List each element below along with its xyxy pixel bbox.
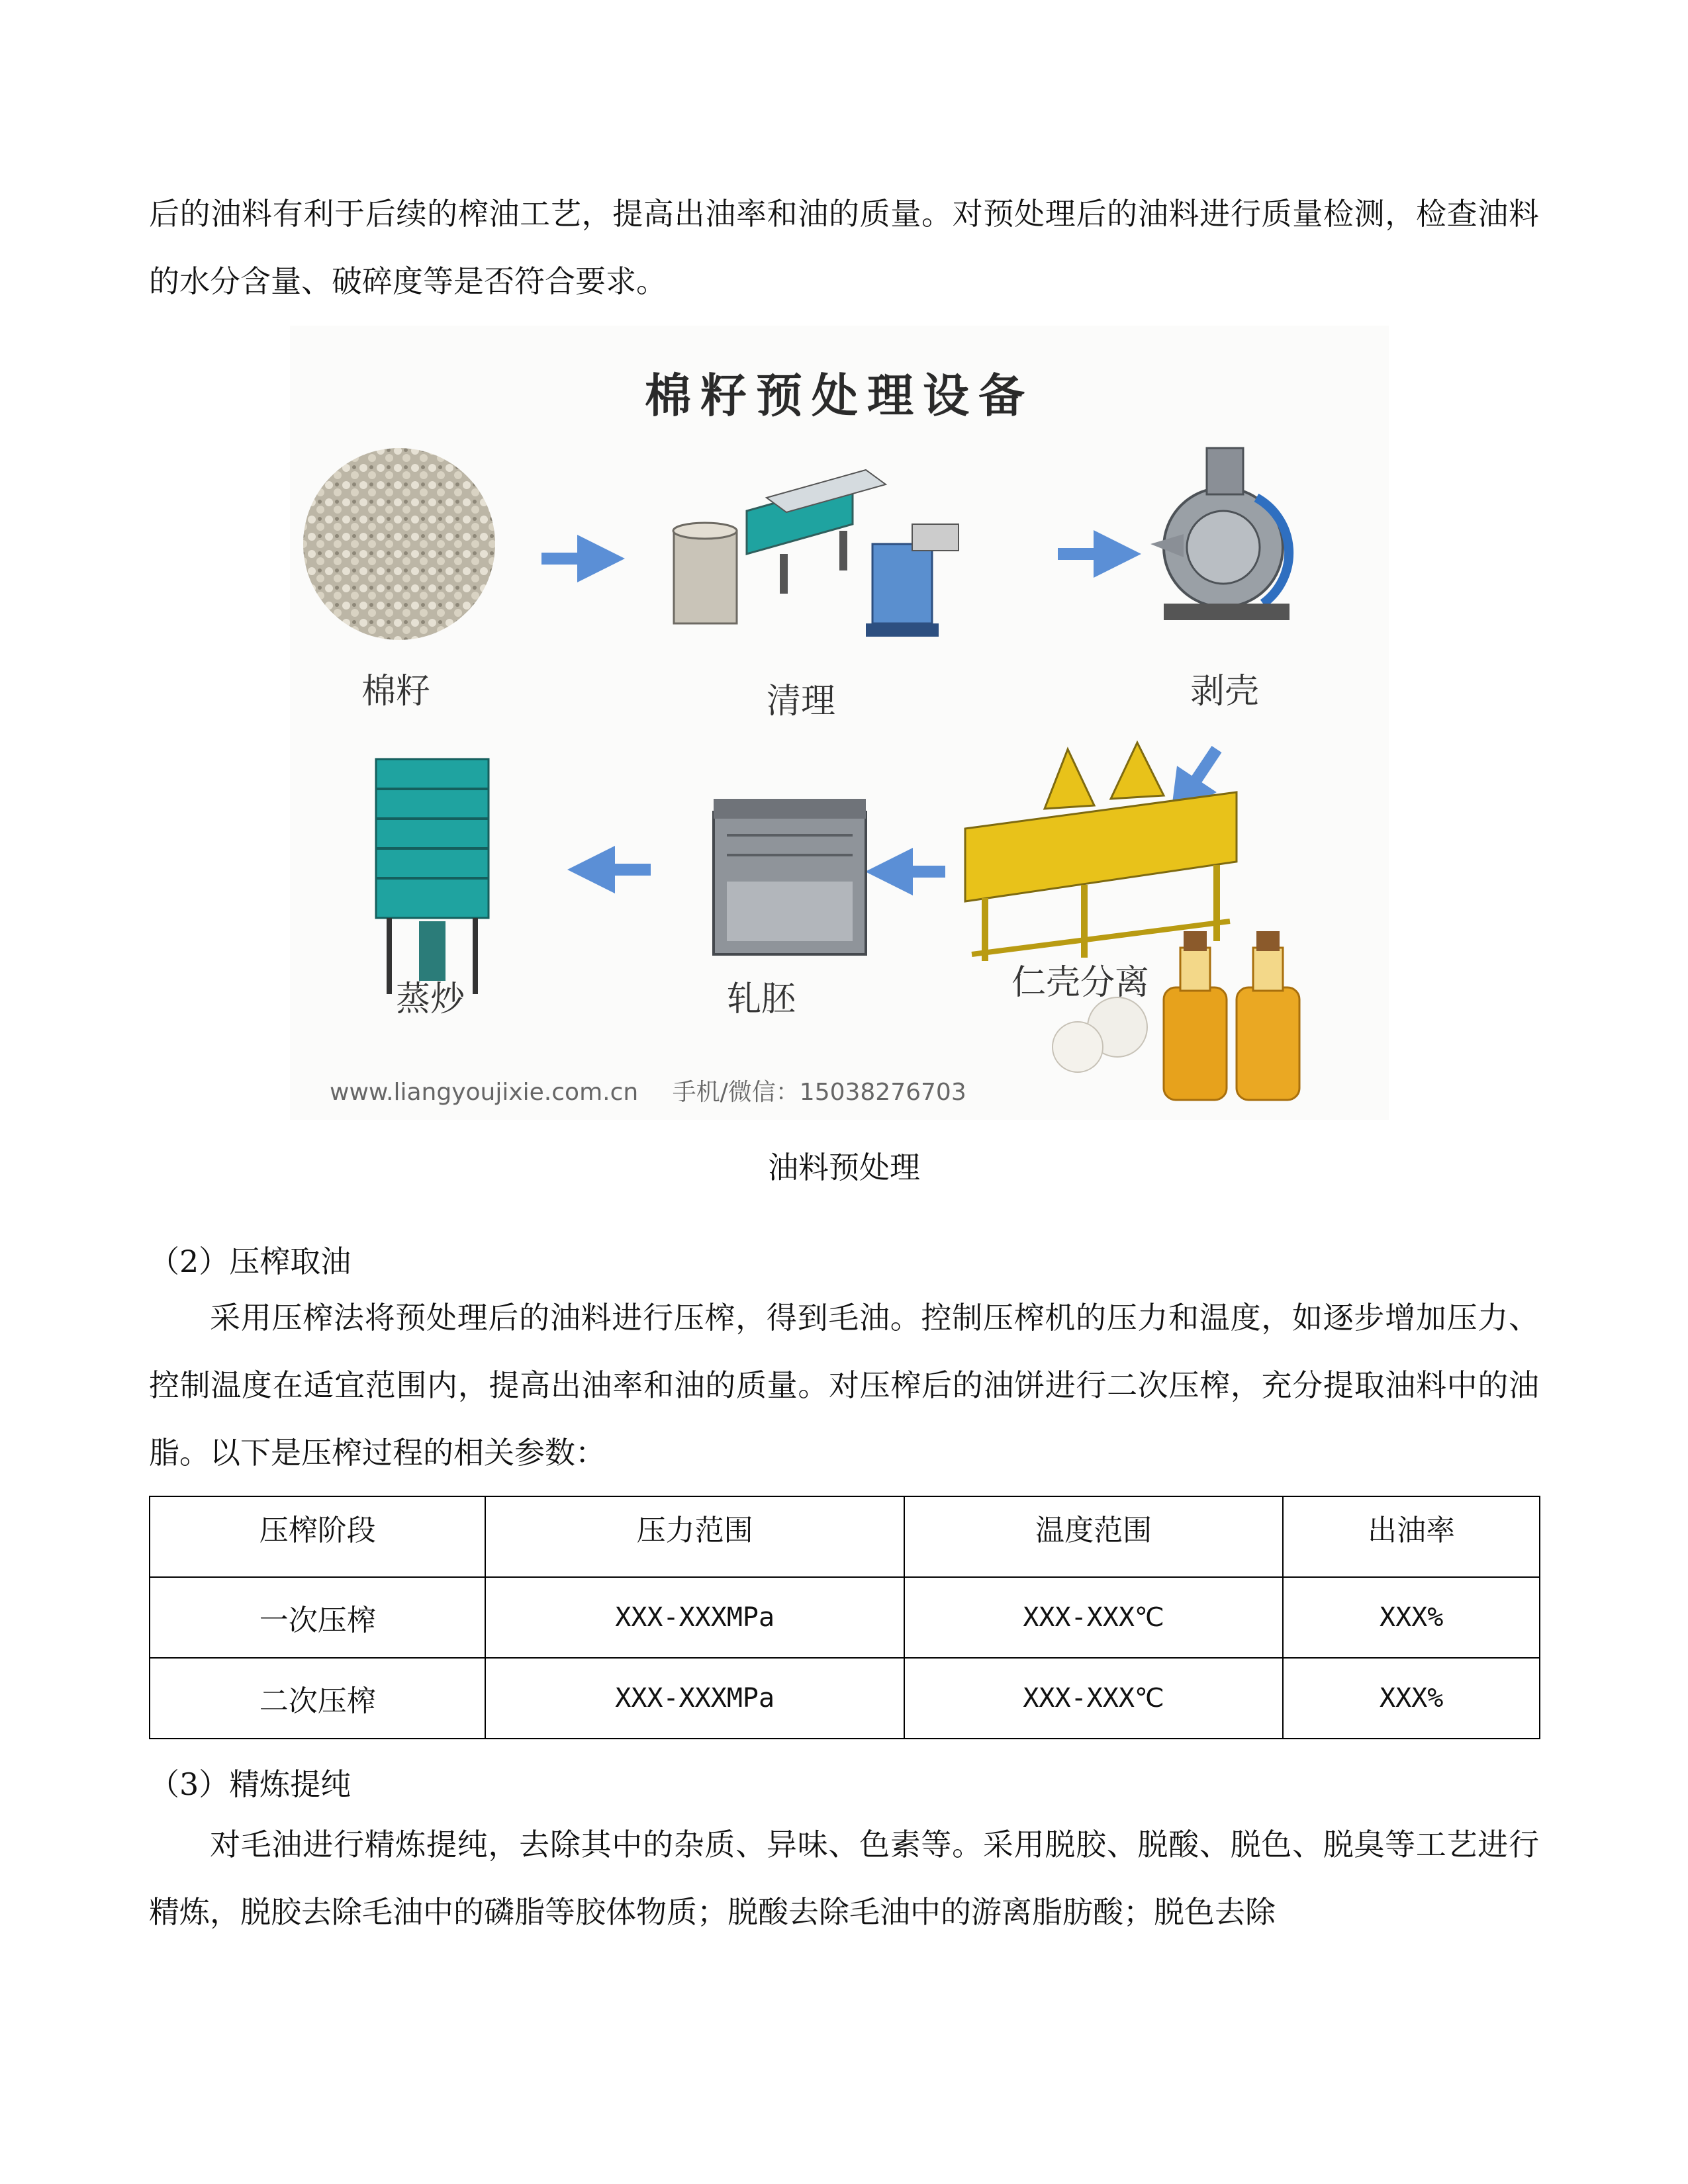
step-label-cooking: 蒸炒 xyxy=(396,979,465,1019)
table-header: 压力范围 xyxy=(485,1496,904,1577)
intro-paragraph: 后的油料有利于后续的榨油工艺，提高出油率和油的质量。对预处理后的油料进行质量检测，检查油料的水分含量、破碎度等是否符合要求。 xyxy=(149,196,1539,299)
figure-title: 棉籽预处理设备 xyxy=(645,369,1034,423)
table-row xyxy=(150,1658,1540,1739)
section3-paragraph: 对毛油进行精炼提纯，去除其中的杂质、异味、色素等。采用脱胶、脱酸、脱色、脱臭等工艺进行精炼，脱胶去除毛油中的磷脂等胶体物质；脱酸去除毛油中的游离脂肪酸；脱色去除 xyxy=(149,1827,1539,1930)
step-label-cleaning: 清理 xyxy=(767,682,836,721)
step-label-separation: 仁壳分离 xyxy=(1011,963,1150,1003)
cooker-machine-image xyxy=(376,759,489,994)
table-header: 出油率 xyxy=(1283,1496,1540,1577)
arrow-down-left-icon xyxy=(1184,749,1217,799)
flaking-mill-image xyxy=(714,799,866,954)
table-cell: XXX% xyxy=(1283,1658,1540,1739)
step-label-cottonseed: 棉籽 xyxy=(361,672,431,711)
pretreatment-figure xyxy=(290,326,1389,1120)
step-label-hulling: 剥壳 xyxy=(1190,672,1260,711)
table-cell: XXX-XXX℃ xyxy=(904,1577,1283,1658)
pressing-params-table xyxy=(149,1496,1540,1739)
table-cell: XXX-XXX℃ xyxy=(904,1658,1283,1739)
table-cell: 一次压榨 xyxy=(150,1577,485,1658)
step-label-flaking: 轧胚 xyxy=(727,979,796,1019)
section3-heading: （3）精炼提纯 xyxy=(149,1766,352,1802)
cleaning-machine-image xyxy=(673,470,959,637)
figure-footer xyxy=(330,1073,993,1107)
huller-machine-image xyxy=(1150,448,1289,620)
footer-url: www.liangyoujixie.com.cn xyxy=(330,1079,639,1106)
table-cell: XXX-XXXMPa xyxy=(485,1658,904,1739)
table-header: 压榨阶段 xyxy=(150,1496,485,1577)
figure-caption: 油料预处理 xyxy=(768,1150,920,1185)
table-row xyxy=(150,1577,1540,1658)
cottonseed-image xyxy=(303,448,495,640)
table-cell: XXX-XXXMPa xyxy=(485,1577,904,1658)
section2-heading: （2）压榨取油 xyxy=(149,1244,352,1279)
section2-paragraph: 采用压榨法将预处理后的油料进行压榨，得到毛油。控制压榨机的压力和温度，如逐步增加压力、控制温度在适宜范围内，提高出油率和油的质量。对压榨后的油饼进行二次压榨，充分提取油料中的油脂。以下是压榨过程的相关参数： xyxy=(149,1300,1539,1471)
table-header: 温度范围 xyxy=(904,1496,1283,1577)
table-cell: XXX% xyxy=(1283,1577,1540,1658)
table-header-row xyxy=(150,1496,1540,1577)
table-cell: 二次压榨 xyxy=(150,1658,485,1739)
footer-contact: 手机/微信：15038276703 xyxy=(672,1079,966,1106)
